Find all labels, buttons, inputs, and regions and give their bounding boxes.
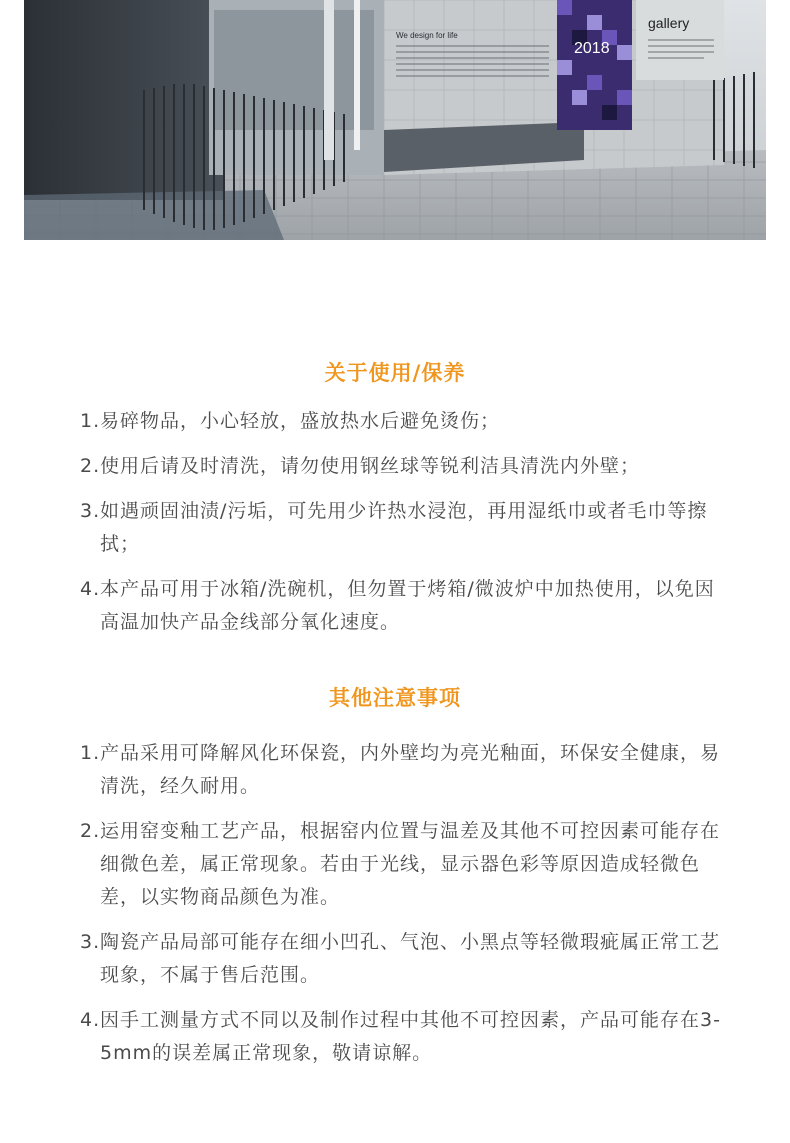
- gallery-sign: gallery: [648, 15, 690, 31]
- item-text: 陶瓷产品局部可能存在细小凹孔、气泡、小黑点等轻微瑕疵属正常工艺现象，不属于售后范围。: [100, 931, 721, 986]
- list-item: [80, 926, 730, 992]
- usage-care-list: [80, 405, 730, 639]
- item-text: 运用窑变釉工艺产品，根据窑内位置与温差及其他不可控因素可能存在细微色差，属正常现象。若由于光线，显示器色彩等原因造成轻微色差，以实物商品颜色为准。: [100, 820, 721, 908]
- list-item: [80, 737, 730, 803]
- hero-image: [24, 0, 766, 240]
- gallery-tagline: We design for life: [396, 31, 458, 40]
- item-text: 使用后请及时清洗，请勿使用钢丝球等锐利洁具清洗内外壁；: [100, 455, 641, 477]
- list-item: [80, 815, 730, 914]
- item-text: 如遇顽固油渍/污垢，可先用少许热水浸泡，再用湿纸巾或者毛巾等擦拭；: [100, 500, 708, 555]
- item-number: 2.: [80, 455, 101, 477]
- list-item: [80, 573, 730, 639]
- list-item: [80, 1004, 730, 1070]
- item-text: 易碎物品，小心轻放，盛放热水后避免烫伤；: [100, 410, 501, 432]
- section-title-other-notes: 其他注意事项: [329, 686, 461, 710]
- mosaic-banner: [557, 0, 632, 130]
- item-text: 本产品可用于冰箱/洗碗机，但勿置于烤箱/微波炉中加热使用，以免因高温加快产品金线部分氧化速度。: [100, 578, 715, 633]
- item-text: 产品采用可降解风化环保瓷，内外壁均为亮光釉面，环保安全健康，易清洗，经久耐用。: [100, 742, 721, 797]
- item-number: 3.: [80, 931, 101, 953]
- item-number: 4.: [80, 1009, 101, 1031]
- gallery-photo: [24, 0, 766, 240]
- item-number: 4.: [80, 578, 101, 600]
- banner-year: 2018: [574, 40, 610, 57]
- list-item: [80, 495, 730, 561]
- section-title-usage-care: 关于使用/保养: [324, 361, 466, 385]
- other-notes-list: [80, 737, 730, 1070]
- item-number: 3.: [80, 500, 101, 522]
- item-number: 1.: [80, 410, 101, 432]
- item-number: 1.: [80, 742, 101, 764]
- list-item: [80, 405, 730, 438]
- item-text: 因手工测量方式不同以及制作过程中其他不可控因素，产品可能存在3-5mm的误差属正常现象，敬请谅解。: [100, 1009, 721, 1064]
- list-item: [80, 450, 730, 483]
- item-number: 2.: [80, 820, 101, 842]
